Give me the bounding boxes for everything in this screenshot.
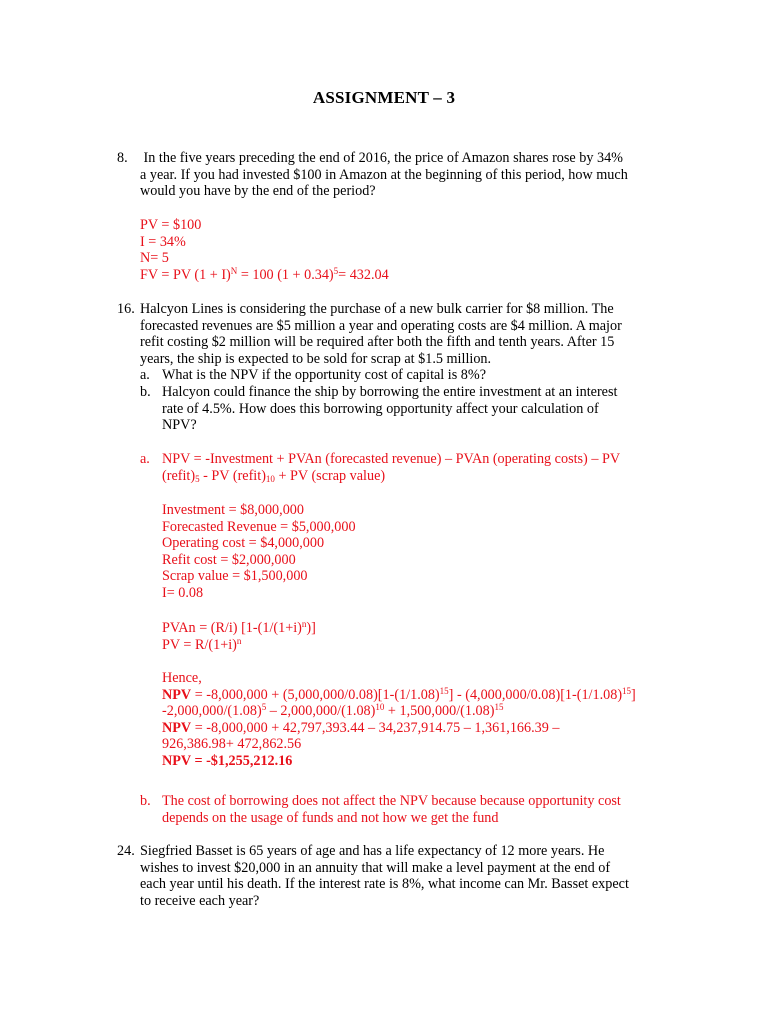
npv-step-1 — [162, 687, 636, 704]
exponent: 15 — [622, 685, 632, 696]
npv-formula-line: NPV = -Investment + PVAn (forecasted revenue) – PVAn (operating costs) – PV — [162, 451, 621, 467]
subquestion-text: What is the NPV if the opportunity cost of capital is 8%? — [162, 367, 487, 383]
subquestion-text — [162, 384, 617, 434]
page-title: ASSIGNMENT – 3 — [312, 88, 456, 107]
npv-label: NPV — [162, 719, 192, 736]
question-text — [140, 301, 680, 367]
given-line: I= 0.08 — [162, 584, 204, 601]
exponent: 10 — [375, 702, 385, 713]
npv-step-1-cont — [162, 703, 636, 720]
formula-part: PV = R/(1+i) — [162, 636, 237, 653]
formula-part: = -8,000,000 + 42,797,393.44 – 34,237,914.75 – 1,361,166.39 – — [191, 719, 560, 736]
npv-step-2 — [162, 720, 636, 737]
answer-line: depends on the usage of funds and not how we get the fund — [162, 809, 499, 826]
answer-line: N= 5 — [140, 250, 169, 267]
subquestion-line: rate of 4.5%. How does this borrowing opportunity affect your calculation of — [162, 400, 599, 417]
question-line: forecasted revenues are $5 million a year and operating costs are $4 million. A major — [140, 317, 622, 334]
npv-formula-line — [162, 468, 620, 485]
given-line: Refit cost = $2,000,000 — [162, 551, 296, 568]
formula-part: + 1,500,000/(1.08) — [384, 703, 495, 720]
formula-part: = 100 (1 + 0.34) — [237, 266, 334, 283]
question-line: refit costing $2 million will be required after both the fifth and tenth years. After 15 — [140, 334, 615, 351]
subscript: 10 — [265, 473, 275, 484]
answer-line: The cost of borrowing does not affect the NPV because because opportunity cost — [162, 793, 621, 809]
formula-part: (refit) — [162, 467, 196, 484]
question-line: each year until his death. If the interest rate is 8%, what income can Mr. Basset expect — [140, 876, 629, 893]
npv-result — [162, 753, 636, 770]
subquestion-line: NPV? — [162, 417, 197, 434]
question-line: In the five years preceding the end of 2016, the price of Amazon shares rose by 34% — [140, 150, 623, 166]
answer-label: a. — [140, 451, 150, 467]
question-line: Halcyon Lines is considering the purchase of a new bulk carrier for $8 million. The — [140, 301, 614, 317]
npv-calculation-text — [162, 670, 636, 770]
answer-line: I = 34% — [140, 233, 186, 250]
formula-part: = 432.04 — [338, 266, 389, 283]
answer-text — [162, 451, 620, 484]
exponent: 5 — [261, 702, 267, 713]
question-line: to receive each year? — [140, 892, 260, 909]
question-number: 8. — [117, 150, 128, 166]
question-text — [140, 843, 680, 909]
formula-part: ] — [631, 686, 636, 703]
question-line: wishes to invest $20,000 in an annuity that will make a level payment at the end of — [140, 859, 611, 876]
given-line: Forecasted Revenue = $5,000,000 — [162, 518, 356, 535]
formula-part: + PV (scrap value) — [274, 467, 386, 484]
exponent: n — [236, 635, 242, 646]
subquestion-label: a. — [140, 367, 150, 383]
hence-text: Hence, — [162, 670, 202, 686]
npv-result-value: NPV = -$1,255,212.16 — [162, 752, 293, 769]
question-line: a year. If you had invested $100 in Amazon at the beginning of this period, how much — [140, 166, 628, 183]
given-line: Operating cost = $4,000,000 — [162, 535, 325, 552]
question-number: 24. — [117, 843, 135, 859]
answer-text — [162, 793, 621, 826]
formula-part: )] — [306, 620, 316, 636]
formula-part: -2,000,000/(1.08) — [162, 703, 262, 720]
given-line: Investment = $8,000,000 — [162, 502, 304, 518]
formula-part: PVAn = (R/i) [1-(1/(1+i) — [162, 620, 302, 636]
answer-line: PV = $100 — [140, 217, 202, 233]
subquestion-line: Halcyon could finance the ship by borrowing the entire investment at an interest — [162, 384, 618, 400]
formula-part: = -8,000,000 + (5,000,000/0.08)[1-(1/1.08) — [191, 686, 440, 703]
formula-part: – 2,000,000/(1.08) — [266, 703, 376, 720]
answer-label: b. — [140, 793, 151, 809]
pvan-formula — [162, 620, 316, 637]
question-line: would you have by the end of the period? — [140, 183, 376, 200]
question-line: Siegfried Basset is 65 years of age and has a life expectancy of 12 more years. He — [140, 843, 605, 859]
formula-part: - PV (refit) — [199, 467, 266, 484]
exponent: n — [301, 619, 307, 629]
subquestion-label: b. — [140, 384, 151, 400]
formula-part: ] - — [448, 686, 462, 703]
formula-part: (4,000,000/0.08)[1-(1/1.08) — [461, 686, 623, 703]
question-number: 16. — [117, 301, 135, 317]
question-text — [140, 150, 680, 200]
exponent: 5 — [333, 265, 339, 276]
answer-8 — [140, 217, 389, 283]
formula-part: FV = PV (1 + I) — [140, 266, 231, 283]
exponent: 15 — [494, 702, 504, 713]
question-line: years, the ship is expected to be sold for scrap at $1.5 million. — [140, 350, 492, 367]
fv-formula — [140, 267, 389, 284]
pv-formula — [162, 637, 316, 654]
given-line: Scrap value = $1,500,000 — [162, 568, 308, 585]
givens-text — [162, 502, 356, 602]
npv-step-2-cont: 926,386.98+ 472,862.56 — [162, 736, 302, 753]
exponent: 15 — [439, 685, 449, 696]
exponent: N — [230, 265, 238, 276]
subscript: 5 — [195, 473, 200, 484]
formulas-text — [162, 620, 316, 653]
npv-label: NPV — [162, 686, 192, 703]
